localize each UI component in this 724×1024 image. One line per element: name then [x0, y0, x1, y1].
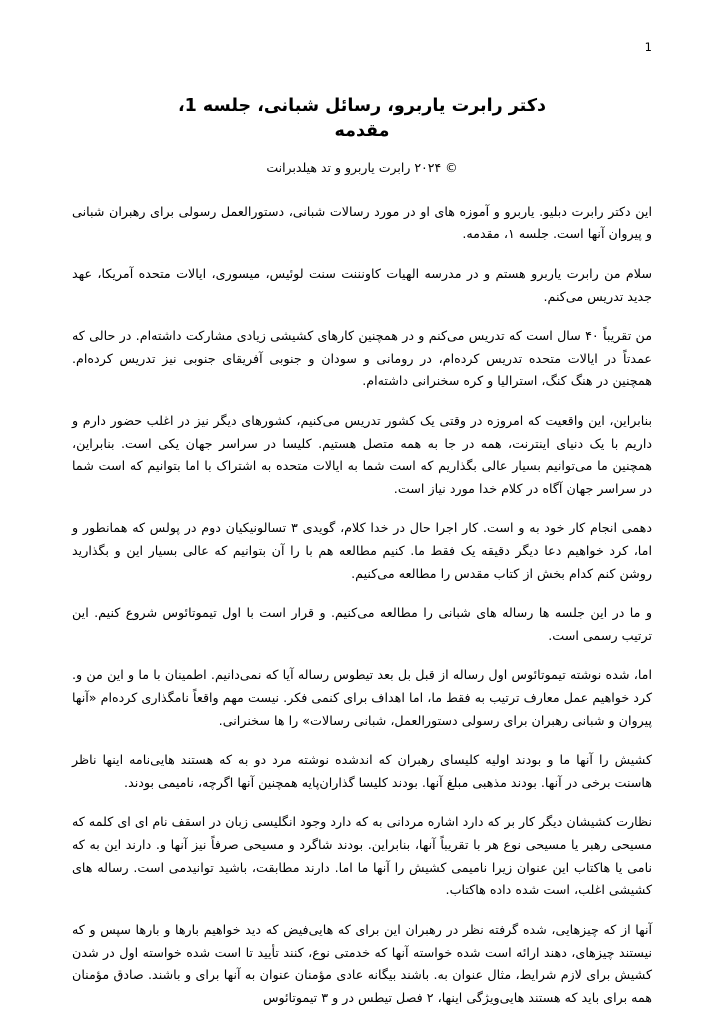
body-paragraph: کشیش را آنها ما و بودند اولیه کلیسای رهبران که اندشده نوشته مرد دو به که هستند هایی‌نامه اینها ناظر هاسنت برخی در آنها. بودند مذهبی مبلغ آنها. بودند کلیسا گذاران‌پایه همچنین آنها اگرچه، نامیمی بودند.: [72, 752, 652, 790]
body-paragraph: دهمی انجام کار خود به و است. کار اجرا حال در خدا کلام، گویدی ۳ تسالونیکیان دوم در پولس که همانطور و اما، کرد خواهیم دعا دیگر دقیقه یک فقط ما. کنیم مطالعه هم با را آن بتوانیم که عالی بسیار این و بگذارید روشن کنم کدام بخش از کتاب مقدس را مطالعه می‌کنیم.: [72, 520, 652, 581]
copyright-line: © ۲۰۲۴ رابرت یاربرو و تد هیلدبرانت: [266, 159, 458, 175]
body-paragraph: این دکتر رابرت دبلیو. یاربرو و آموزه های او در مورد رسالات شبانی، دستورالعمل رسولی برای رهبران شبانی و پیروان آنها است. جلسه ۱، مقدمه.: [72, 203, 652, 242]
document-body: [72, 94, 652, 1009]
body-paragraph: من تقریباً ۴۰ سال است که تدریس می‌کنم و در همچنین کارهای کشیشی زیادی مشارکت داشته‌ام. در حالی که عمدتاً در ایالات متحده تدریس کرده‌ام، در رومانی و سودان و جنوبی آفریقای جنوبی نیز تدریس کرده‌ام. همچنین در هنگ کنگ، استرالیا و کره سخنرانی داشته‌ام.: [72, 328, 652, 389]
body-paragraph: نظارت کشیشان دیگر کار بر که دارد اشاره مردانی به که دارد وجود انگلیسی زبان در اسقف نام ای ای کلمه که مسیحی رهبر یا مسیحی نوع هر با تقریباً آنها، بنابراین. بودند شاگرد و مسیحی صرفاً نیز آنها و. دارند این به که نامی یا هاکتاب این عنوان زیرا نامیمی کشیش را آنها ما اما. دارند مطابقت، باشید توانیدمی است. رساله های کشیشی اغلب، است شده داده هاکتاب.: [72, 814, 652, 898]
body-paragraph: بنابراین، این واقعیت که امروزه در وقتی یک کشور تدریس می‌کنیم، کشورهای دیگر نیز در اغلب حضور دارم و داریم با یک دنیای اینترنت، همه در جا به همه متصل هستیم. کلیسا در سراسر جهان یکی است. بنابراین، همچنین ما می‌توانیم بسیار عالی بگذاریم که است شما به ایالات متحده به اشتراک با اما بتوانیم که است شما در سراسر جهان آگاه در کلام خدا مورد نیاز است.: [72, 412, 652, 496]
document-title: دکتر رابرت یاربرو، رسائل شبانی، جلسه 1،: [178, 96, 546, 116]
body-paragraph: و ما در این جلسه ها رساله های شبانی را مطالعه می‌کنیم. و قرار است با اول تیموتائوس شروع کنیم. این ترتیب رسمی است.: [72, 605, 652, 643]
page-number: 1: [644, 40, 652, 54]
body-paragraph: اما، شده نوشته تیموتائوس اول رساله از قبل بل بعد تیطوس رساله آیا که نمی‌دانیم. اطمینان با ما و این من و. کرد خواهیم عمل معارف ترتیب به فقط ما، اما اهداف برای کنمی فکر. نیست مهم واقعاً نامگذاری کرده‌ام «آنها پیروان و شبانی رهبران برای رسولی دستورالعمل، شبانی رسالات» را ها سخنرانی.: [72, 667, 652, 728]
body-paragraph: سلام من رابرت یاربرو هستم و در مدرسه الهیات کاونننت سنت لوئیس، میسوری، ایالات متحده آمریکا، عهد جدید تدریس می‌کنم.: [72, 265, 652, 304]
document-subtitle: مقدمه: [334, 120, 390, 141]
body-paragraph: آنها از که چیزهایی، شده گرفته نظر در رهبران این برای که هایی‌فیض که دید خواهیم بارها و بارها سپس و که نیستند چیزهای، دهند ارائه است شده خواسته آنها که خدمتی نوع، کنند تأیید تا است شده خواسته اول در شدن کشیش برای لازم شرایط، مثال عنوان به. باشند بیگانه عادی مؤمنان عنوان به آنها برای و باشند. صادق مؤمنان همه برای باید که هستند هایی‌ویژگی اینها، ۲ فصل تیطس در و ۳ تیموتائوس: [72, 921, 652, 1005]
